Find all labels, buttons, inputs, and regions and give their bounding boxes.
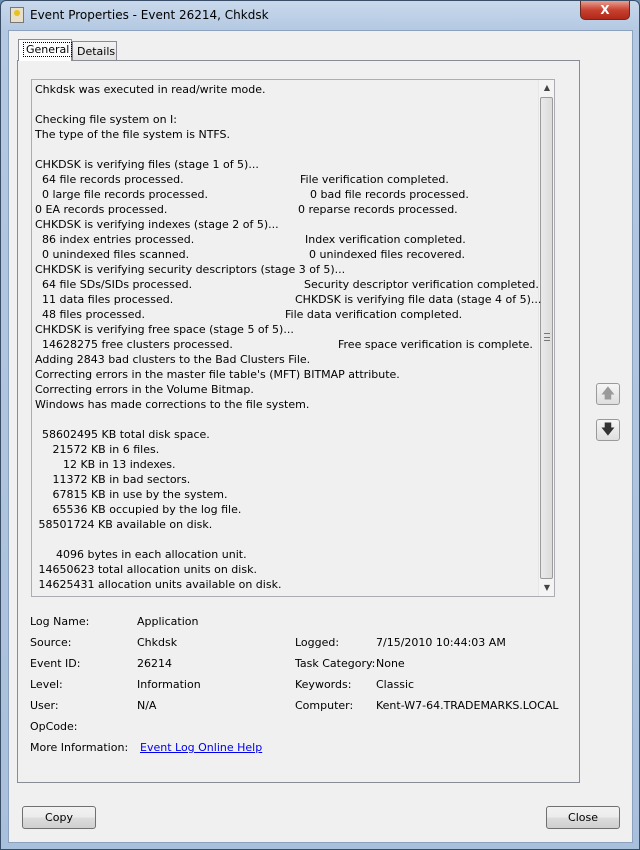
description-scrollbar[interactable]	[538, 80, 554, 596]
keywords-label: Keywords:	[295, 678, 352, 691]
description-line: 64 file records processed.	[35, 173, 184, 186]
description-line: 48 files processed.	[35, 308, 145, 321]
source-value: Chkdsk	[137, 636, 178, 649]
user-label: User:	[30, 699, 59, 712]
description-line: 0 EA records processed.	[35, 203, 168, 216]
description-line: 14650623 total allocation units on disk.	[35, 563, 257, 576]
description-line-right: 0 reparse records processed.	[298, 203, 458, 216]
computer-label: Computer:	[295, 699, 354, 712]
scroll-up-arrow-icon[interactable]: ▲	[543, 83, 551, 92]
tab-general-label: General	[23, 42, 72, 57]
description-line: 12 KB in 13 indexes.	[35, 458, 176, 471]
tab-general[interactable]	[18, 39, 72, 61]
grip-icon	[544, 333, 550, 341]
level-label: Level:	[30, 678, 63, 691]
description-line: 86 index entries processed.	[35, 233, 195, 246]
close-button[interactable]: Close	[546, 806, 620, 829]
up-arrow-icon: 🡅	[600, 386, 616, 402]
event-viewer-icon	[10, 7, 24, 23]
description-line-right: File verification completed.	[300, 173, 449, 186]
description-line: 0 unindexed files scanned.	[35, 248, 190, 261]
window-title: Event Properties - Event 26214, Chkdsk	[30, 8, 269, 22]
opcode-label: OpCode:	[30, 720, 78, 733]
window-close-button[interactable]: X	[580, 1, 630, 20]
description-line: Windows has made corrections to the file system.	[35, 398, 310, 411]
description-line: Checking file system on I:	[35, 113, 178, 126]
description-line-right: 0 bad file records processed.	[310, 188, 469, 201]
description-line: CHKDSK is verifying free space (stage 5 of 5)...	[35, 323, 294, 336]
description-line: Correcting errors in the Volume Bitmap.	[35, 383, 254, 396]
description-line: 67815 KB in use by the system.	[35, 488, 228, 501]
description-line: 4096 bytes in each allocation unit.	[35, 548, 247, 561]
logged-label: Logged:	[295, 636, 340, 649]
scroll-down-arrow-icon[interactable]: ▼	[543, 583, 551, 592]
description-line-right: Security descriptor verification completed.	[304, 278, 539, 291]
description-line: 64 file SDs/SIDs processed.	[35, 278, 193, 291]
description-line: 21572 KB in 6 files.	[35, 443, 160, 456]
description-line: 14625431 allocation units available on disk.	[35, 578, 282, 591]
description-line: Chkdsk was executed in read/write mode.	[35, 83, 266, 96]
next-event-button[interactable]	[596, 419, 620, 441]
more-information-label: More Information:	[30, 741, 129, 754]
description-line-right: File data verification completed.	[285, 308, 463, 321]
event-id-value: 26214	[137, 657, 172, 670]
title-bar[interactable]	[1, 1, 639, 29]
description-line: 11372 KB in bad sectors.	[35, 473, 191, 486]
dialog-client	[8, 30, 633, 843]
previous-event-button[interactable]	[596, 383, 620, 405]
description-line: CHKDSK is verifying security descriptors (stage 3 of 5)...	[35, 263, 346, 276]
event-description-box[interactable]	[31, 79, 555, 597]
user-value: N/A	[137, 699, 157, 712]
log-name-label: Log Name:	[30, 615, 90, 628]
description-line: 58501724 KB available on disk.	[35, 518, 213, 531]
task-category-label: Task Category:	[295, 657, 376, 670]
tab-details-label: Details	[77, 45, 116, 58]
level-value: Information	[137, 678, 201, 691]
description-line: CHKDSK is verifying indexes (stage 2 of 5)...	[35, 218, 279, 231]
description-line: 14628275 free clusters processed.	[35, 338, 233, 351]
log-name-value: Application	[137, 615, 199, 628]
description-line-right: 0 unindexed files recovered.	[309, 248, 466, 261]
down-arrow-icon: 🡇	[600, 422, 616, 438]
description-line: Correcting errors in the master file table's (MFT) BITMAP attribute.	[35, 368, 400, 381]
task-category-value: None	[376, 657, 405, 670]
description-line: CHKDSK is verifying files (stage 1 of 5)...	[35, 158, 259, 171]
source-label: Source:	[30, 636, 72, 649]
tab-details[interactable]	[72, 41, 117, 61]
description-line: 0 large file records processed.	[35, 188, 208, 201]
keywords-value: Classic	[376, 678, 415, 691]
description-line-right: Free space verification is complete.	[338, 338, 533, 351]
logged-value: 7/15/2010 10:44:03 AM	[376, 636, 506, 649]
description-line: 11 data files processed.	[35, 293, 174, 306]
event-log-online-help-link[interactable]: Event Log Online Help	[140, 741, 263, 754]
description-line: Adding 2843 bad clusters to the Bad Clusters File.	[35, 353, 311, 366]
description-line-right: Index verification completed.	[305, 233, 466, 246]
description-line: 58602495 KB total disk space.	[35, 428, 210, 441]
scrollbar-thumb[interactable]	[540, 97, 553, 579]
description-line: 65536 KB occupied by the log file.	[35, 503, 242, 516]
computer-value: Kent-W7-64.TRADEMARKS.LOCAL	[376, 699, 559, 712]
event-id-label: Event ID:	[30, 657, 81, 670]
copy-button[interactable]: Copy	[22, 806, 96, 829]
description-line-right: CHKDSK is verifying file data (stage 4 of 5)...	[295, 293, 542, 306]
description-line: The type of the file system is NTFS.	[35, 128, 231, 141]
